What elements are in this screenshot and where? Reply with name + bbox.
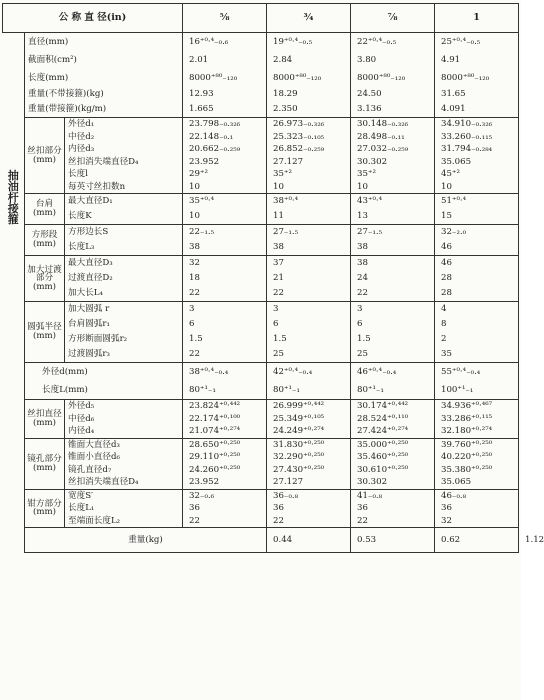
square-col-1 (183, 225, 267, 256)
cell-value: 38 (273, 242, 284, 252)
transition-group-label (25, 256, 65, 302)
coupling-col-2 (267, 363, 351, 400)
cthread-section (3, 400, 519, 439)
basic-value: 4.091 (441, 104, 466, 114)
coupling-section (3, 363, 519, 400)
item-label: 内径d₃ (68, 144, 95, 154)
cell-value: 35 (441, 349, 452, 359)
basic-value: 2.350 (273, 104, 298, 114)
basic-label-diameter: 直径(mm) (28, 37, 69, 47)
cell-value: 1.5 (273, 334, 287, 344)
basic-value: 18.29 (273, 89, 298, 99)
header-size-1: ⅝ (183, 4, 267, 33)
cell-value: 46 (441, 242, 452, 252)
cell-value: 31.794₋₀.₂₈₄ (441, 144, 493, 154)
cell-value: 36₋₀.₈ (273, 490, 299, 501)
square-items (65, 225, 183, 256)
cell-value: 30.148₋₀.₃₂₆ (357, 119, 409, 129)
cell-value: 25 (273, 349, 284, 359)
cell-value: 10 (441, 181, 452, 192)
group-label-line: 镜孔部分 (27, 453, 62, 464)
item-label: 加大长L₄ (68, 288, 103, 298)
transition-col-4 (435, 256, 519, 302)
cell-value: 28 (441, 288, 452, 298)
item-label: 宽度S′ (68, 490, 94, 501)
transition-col-1 (183, 256, 267, 302)
cell-value: 46₋₀.₈ (441, 490, 467, 501)
cell-value: 35.000⁺⁰·²⁵⁰ (357, 439, 409, 450)
cell-value: 35.460⁺⁰·²⁵⁰ (357, 452, 409, 462)
basic-label-length: 长度(mm) (28, 73, 69, 83)
cell-value: 29.110⁺⁰·²⁵⁰ (189, 452, 241, 462)
cell-value: 32.290⁺⁰·²⁵⁰ (273, 452, 325, 462)
cell-value: 38 (189, 242, 200, 252)
group-label-line: 台肩(mm) (32, 199, 56, 218)
shoulder-col-4 (435, 194, 519, 225)
cell-value: 29⁺² (189, 169, 208, 179)
cell-value: 36 (441, 503, 452, 513)
cell-value: 3 (357, 304, 363, 314)
side-label-coupling-spacer (3, 363, 25, 553)
cell-value: 3 (189, 304, 195, 314)
wrench-col-3 (351, 489, 435, 528)
cell-value: 32 (189, 258, 200, 268)
side-label-rod (3, 33, 25, 363)
cell-value: 51⁺⁰·⁴ (441, 196, 467, 206)
cell-value: 1.5 (189, 334, 203, 344)
item-label: 中径d₆ (68, 413, 95, 424)
cthread-col-1 (183, 400, 267, 439)
cthread-col-4 (435, 400, 519, 439)
shoulder-items (65, 194, 183, 225)
basic-value: 24.50 (357, 89, 382, 99)
basic-label-weight-nc: 重量(不带接箍)(kg) (28, 89, 104, 99)
basic-value: 22⁺⁰·⁴₋₀.₅ (357, 37, 397, 47)
cell-value: 55⁺⁰·⁴₋₀.₄ (441, 367, 481, 377)
cell-value: 36 (357, 503, 368, 513)
cell-value: 45⁺² (441, 169, 460, 179)
item-label: 长度L₃ (68, 242, 95, 252)
wrench-col-1 (183, 489, 267, 528)
basic-value: 16⁺⁰·⁴₋₀.₆ (189, 37, 229, 47)
cell-value: 35⁺² (273, 169, 292, 179)
side-char-1: 抽 (7, 169, 19, 183)
group-label-line: (mm) (32, 507, 56, 518)
basic-labels (25, 33, 183, 118)
item-label: 长度K (68, 211, 92, 221)
group-label-line: (mm) (32, 331, 56, 341)
cell-value: 80⁺¹₋₁ (357, 385, 384, 395)
basic-col-3 (351, 33, 435, 118)
sucker-rod-spec-table (2, 3, 544, 553)
cell-value: 32 (441, 515, 452, 526)
cell-value: 38 (357, 258, 368, 268)
thread-items (65, 118, 183, 194)
item-label: 最大直径D₃ (68, 258, 113, 268)
shoulder-col-3 (351, 194, 435, 225)
radius-col-1 (183, 302, 267, 363)
group-label-line: 加大过渡 (27, 264, 62, 275)
cell-value: 23.798₋₀.₃₂₆ (189, 119, 241, 129)
group-label-line: (mm) (32, 154, 56, 165)
cell-value: 28.524⁺⁰·¹¹⁰ (357, 413, 409, 424)
cell-value: 27.032₋₀.₂₅₉ (357, 144, 409, 154)
cell-value: 27.127 (273, 156, 304, 167)
cell-value: 22 (357, 515, 368, 526)
cell-value: 27₋₁.₅ (357, 227, 383, 237)
item-label: 锥面大直径d₃ (68, 439, 120, 450)
cell-value: 32₋₂.₀ (441, 227, 467, 237)
basic-value: 8000⁺⁸⁰₋₁₂₀ (357, 73, 406, 83)
basic-section (3, 33, 519, 118)
cell-value: 10 (357, 181, 368, 192)
wrench-section (3, 489, 519, 528)
cell-value: 38⁺⁰·⁴₋₀.₄ (189, 367, 229, 377)
group-label-line: (mm) (32, 417, 56, 428)
cell-value: 26.852₋₀.₂₅₉ (273, 144, 325, 154)
thread-group-label (25, 118, 65, 194)
basic-value: 2.84 (273, 55, 293, 65)
cell-value: 35⁺² (357, 169, 376, 179)
cell-value: 25 (357, 349, 368, 359)
cell-value: 30.610⁺⁰·²⁵⁰ (357, 464, 409, 475)
cell-value: 22 (357, 288, 368, 298)
cell-value: 46 (441, 258, 452, 268)
cell-value: 22.174⁺⁰·¹⁰⁰ (189, 413, 241, 424)
item-label: 丝扣消失端直径D₄ (68, 477, 139, 487)
basic-col-4 (435, 33, 519, 118)
cell-value: 43⁺⁰·⁴ (357, 196, 383, 206)
item-label: 内径d₄ (68, 426, 95, 436)
basic-value: 12.93 (189, 89, 214, 99)
cell-value: 10 (273, 181, 284, 192)
cell-value: 36 (189, 503, 200, 513)
cell-value: 22 (273, 288, 284, 298)
item-label: 镜孔直径d₇ (68, 464, 112, 475)
thread-col-3 (351, 118, 435, 194)
side-char-5: 箍 (7, 213, 19, 227)
item-label: 台肩圆弧r₁ (68, 319, 110, 329)
basic-value: 3.80 (357, 55, 377, 65)
group-label-line: 方形段 (31, 230, 58, 241)
total-weight-value: 0.53 (351, 528, 435, 553)
cell-value: 25.323₋₀.₁₀₅ (273, 131, 325, 142)
cell-value: 33.286⁺⁰·¹¹⁵ (441, 413, 493, 424)
cell-value: 23.952 (189, 156, 220, 167)
cell-value: 28.650⁺⁰·²⁵⁰ (189, 439, 241, 450)
shoulder-section (3, 194, 519, 225)
cell-value: 23.824⁺⁰·⁴⁴² (189, 401, 241, 411)
radius-col-2 (267, 302, 351, 363)
thread-section (3, 118, 519, 194)
cell-value: 42⁺⁰·⁴₋₀.₄ (273, 367, 313, 377)
cell-value: 22 (189, 288, 200, 298)
group-label-line: 丝扣直径 (27, 409, 62, 420)
bore-col-4 (435, 438, 519, 489)
cell-value: 27₋₁.₅ (273, 227, 299, 237)
cell-value: 40.220⁺⁰·²⁵⁰ (441, 452, 493, 462)
cell-value: 30.174⁺⁰·⁴⁴² (357, 401, 409, 411)
cell-value: 80⁺¹₋₁ (273, 385, 300, 395)
header-row (3, 4, 519, 33)
header-label: 公 称 直 径(in) (3, 4, 183, 33)
shoulder-group-label (25, 194, 65, 225)
coupling-col-4 (435, 363, 519, 400)
group-label-line: 丝扣部分 (27, 145, 62, 156)
item-label: 至端面长度L₂ (68, 515, 121, 526)
transition-items (65, 256, 183, 302)
cell-value: 35.065 (441, 477, 472, 487)
cell-value: 25.349⁺⁰·¹⁰⁵ (273, 413, 325, 424)
cell-value: 27.424⁺⁰·²⁷⁴ (357, 426, 409, 436)
item-label: 长度L(mm) (42, 385, 88, 395)
radius-items (65, 302, 183, 363)
bore-col-1 (183, 438, 267, 489)
item-label: 方形边长S (68, 227, 109, 237)
side-char-2: 油 (7, 180, 19, 194)
cell-value: 22₋₁.₅ (189, 227, 215, 237)
total-weight-row: 重量(kg) 0.44 0.53 0.62 1.12 (3, 528, 519, 553)
item-label: 加大圆弧 r (68, 304, 110, 314)
item-label: 最大直径D₁ (68, 196, 113, 206)
cell-value: 28.498₋₀.₁₁ (357, 131, 405, 142)
cell-value: 6 (357, 319, 363, 329)
cell-value: 28 (441, 273, 452, 283)
basic-value: 8000⁺⁸⁰₋₁₂₀ (273, 73, 322, 83)
square-section (3, 225, 519, 256)
header-size-3: ⅞ (351, 4, 435, 33)
coupling-col-1 (183, 363, 267, 400)
item-label: 中径d₂ (68, 131, 95, 142)
cell-value: 8 (441, 319, 447, 329)
cell-value: 24.260⁺⁰·²⁵⁰ (189, 464, 241, 475)
cell-value: 22 (189, 349, 200, 359)
shoulder-col-1 (183, 194, 267, 225)
cell-value: 2 (441, 334, 447, 344)
item-label: 过渡直径D₂ (68, 273, 113, 283)
cell-value: 15 (441, 211, 452, 221)
side-char-4: 接 (7, 202, 19, 216)
item-label: 长度l (68, 169, 88, 179)
cell-value: 6 (273, 319, 279, 329)
cell-value: 24 (357, 273, 368, 283)
square-col-3 (351, 225, 435, 256)
group-label-line: (mm) (32, 239, 56, 249)
cell-value: 80⁺¹₋₁ (189, 385, 216, 395)
item-label: 每英寸丝扣数n (68, 181, 126, 192)
bore-col-2 (267, 438, 351, 489)
cell-value: 1.5 (357, 334, 371, 344)
cell-value: 41₋₀.₈ (357, 490, 383, 501)
basic-value: 19⁺⁰·⁴₋₀.₅ (273, 37, 313, 47)
cell-value: 21.074⁺⁰·²⁷⁴ (189, 426, 241, 436)
cell-value: 39.760⁺⁰·²⁵⁰ (441, 439, 493, 450)
cell-value: 20.662₋₀.₂₅₉ (189, 144, 241, 154)
item-label: 锥面小直径d₆ (68, 452, 120, 462)
basic-value: 8000⁺⁸⁰₋₁₂₀ (441, 73, 490, 83)
cell-value: 30.302 (357, 477, 388, 487)
radius-section (3, 302, 519, 363)
bore-col-3 (351, 438, 435, 489)
square-col-2 (267, 225, 351, 256)
square-group-label (25, 225, 65, 256)
basic-value: 4.91 (441, 55, 461, 65)
cell-value: 31.830⁺⁰·²⁵⁰ (273, 439, 325, 450)
group-label-line: 圆弧半径 (27, 322, 62, 333)
basic-label-weight-c: 重量(带接箍)(kg/m) (28, 104, 107, 114)
cell-value: 4 (441, 304, 447, 314)
cell-value: 38⁺⁰·⁴ (273, 196, 299, 206)
basic-value: 8000⁺⁸⁰₋₁₂₀ (189, 73, 238, 83)
total-weight-value: 0.44 (267, 528, 351, 553)
cell-value: 13 (357, 211, 368, 221)
cell-value: 35⁺⁰·⁴ (189, 196, 215, 206)
item-label: 长度L₁ (68, 503, 95, 513)
cell-value: 37 (273, 258, 284, 268)
cell-value: 34.910₋₀.₃₂₆ (441, 119, 493, 129)
cell-value: 100⁺¹₋₁ (441, 385, 474, 395)
total-weight-label: 重量(kg) (25, 528, 267, 553)
thread-col-2 (267, 118, 351, 194)
wrench-group-label (25, 489, 65, 528)
square-col-4 (435, 225, 519, 256)
cell-value: 34.936⁺⁰·⁴⁶⁷ (441, 401, 493, 411)
group-label-line: 部分(mm) (32, 273, 56, 292)
cell-value: 32.180⁺⁰·²⁷⁴ (441, 426, 493, 436)
coupling-labels (25, 363, 183, 400)
cell-value: 10 (189, 181, 200, 192)
cell-value: 32₋₀.₆ (189, 490, 215, 501)
cell-value: 23.952 (189, 477, 220, 487)
group-label-line: (mm) (32, 462, 56, 473)
cell-value: 27.127 (273, 477, 304, 487)
cell-value: 6 (189, 319, 195, 329)
cell-value: 26.999⁺⁰·⁴⁴² (273, 401, 325, 411)
cell-value: 22 (273, 515, 284, 526)
cthread-group-label (25, 400, 65, 439)
side-char-3: 杆 (7, 191, 19, 205)
cell-value: 24.249⁺⁰·²⁷⁴ (273, 426, 325, 436)
cell-value: 3 (273, 304, 279, 314)
bore-section (3, 438, 519, 489)
cthread-col-2 (267, 400, 351, 439)
cell-value: 30.302 (357, 156, 388, 167)
radius-group-label (25, 302, 65, 363)
wrench-items (65, 489, 183, 528)
item-label: 方形断面圆弧r₂ (68, 334, 128, 344)
cell-value: 36 (273, 503, 284, 513)
item-label: 外径d₅ (68, 401, 95, 411)
item-label: 外径d(mm) (42, 367, 88, 377)
item-label: 外径d₁ (68, 119, 95, 129)
thread-col-4 (435, 118, 519, 194)
basic-label-area: 截面积(cm²) (28, 55, 77, 65)
cell-value: 33.260₋₀.₁₁₅ (441, 131, 493, 142)
basic-col-2 (267, 33, 351, 118)
transition-col-3 (351, 256, 435, 302)
cthread-items (65, 400, 183, 439)
coupling-col-3 (351, 363, 435, 400)
cell-value: 21 (273, 273, 284, 283)
basic-value: 3.136 (357, 104, 382, 114)
header-size-2: ¾ (267, 4, 351, 33)
shoulder-col-2 (267, 194, 351, 225)
cthread-col-3 (351, 400, 435, 439)
cell-value: 27.430⁺⁰·²⁵⁰ (273, 464, 325, 475)
group-label-line: 钳方部分 (27, 498, 62, 509)
basic-value: 2.01 (189, 55, 209, 65)
bore-group-label (25, 438, 65, 489)
cell-value: 10 (189, 211, 200, 221)
wrench-col-4 (435, 489, 519, 528)
cell-value: 35.065 (441, 156, 472, 167)
basic-value: 1.665 (189, 104, 214, 114)
total-weight-value: 0.62 (435, 528, 519, 553)
cell-value: 18 (189, 273, 200, 283)
cell-value: 26.973₋₀.₃₂₆ (273, 119, 325, 129)
basic-value: 31.65 (441, 89, 466, 99)
transition-section (3, 256, 519, 302)
cell-value: 46⁺⁰·⁴₋₀.₄ (357, 367, 397, 377)
wrench-col-2 (267, 489, 351, 528)
cell-value: 22.148₋₀.₁ (189, 131, 234, 142)
transition-col-2 (267, 256, 351, 302)
item-label: 过渡圆弧r₃ (68, 349, 110, 359)
bore-items (65, 438, 183, 489)
basic-col-1 (183, 33, 267, 118)
header-size-4: 1 (435, 4, 519, 33)
cell-value: 11 (273, 211, 284, 221)
thread-col-1 (183, 118, 267, 194)
cell-value: 22 (189, 515, 200, 526)
cell-value: 35.380⁺⁰·²⁵⁰ (441, 464, 493, 475)
item-label: 丝扣消失端直径D₄ (68, 156, 139, 167)
cell-value: 38 (357, 242, 368, 252)
radius-col-3 (351, 302, 435, 363)
radius-col-4 (435, 302, 519, 363)
basic-value: 25⁺⁰·⁴₋₀.₅ (441, 37, 481, 47)
